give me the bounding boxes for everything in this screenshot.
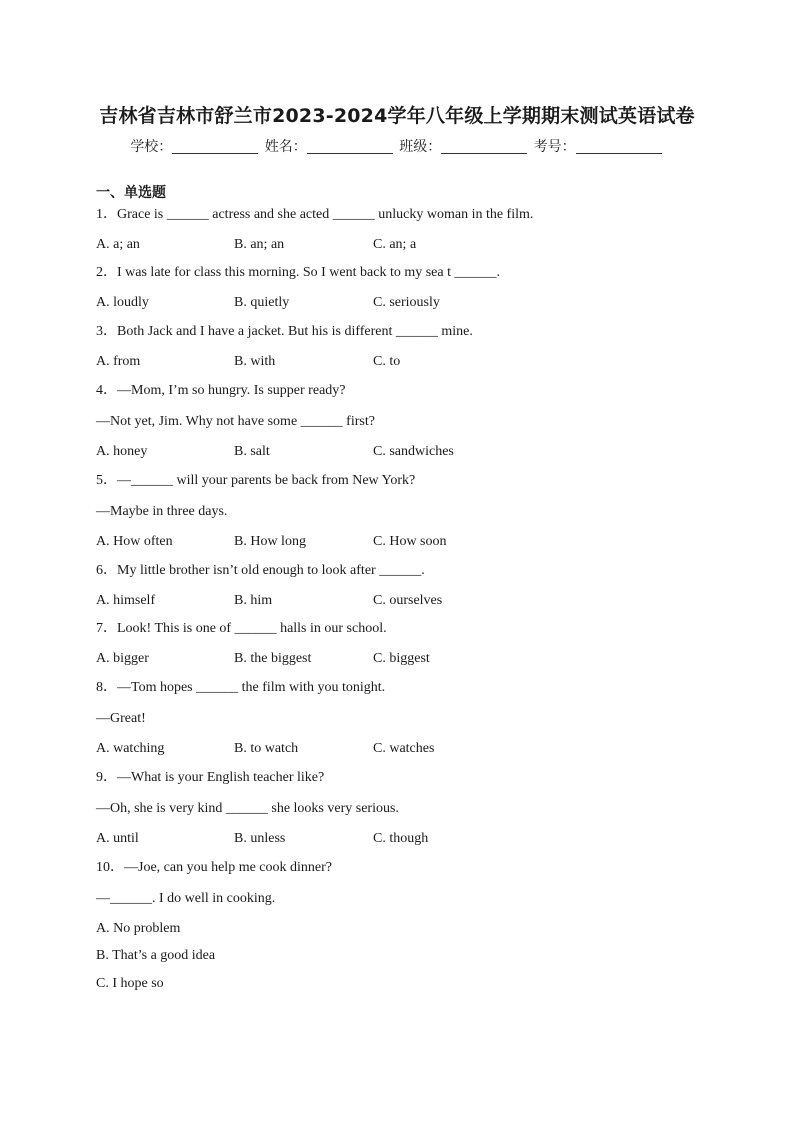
question-2: 2．I was late for class this morning. So I went back to my sea t ______. bbox=[96, 265, 500, 280]
question-5: 5．—______ will your parents be back from New York? bbox=[96, 473, 416, 488]
class-blank bbox=[441, 139, 527, 154]
question-8: 8．—Tom hopes ______ the film with you tonight. bbox=[96, 680, 386, 695]
q6-option-a: A. himself bbox=[96, 593, 156, 608]
question-10-reply: —______. I do well in cooking. bbox=[96, 891, 276, 906]
question-8-reply: —Great! bbox=[96, 711, 146, 726]
question-9: 9．—What is your English teacher like? bbox=[96, 770, 325, 785]
q5-option-b: B. How long bbox=[234, 534, 306, 549]
q1-option-a: A. a; an bbox=[96, 237, 140, 252]
number-blank bbox=[576, 139, 662, 154]
q7-option-b: B. the biggest bbox=[234, 651, 312, 666]
q10-option-c: C. I hope so bbox=[96, 976, 164, 991]
q8-option-a: A. watching bbox=[96, 741, 165, 756]
question-6: 6．My little brother isn’t old enough to look after ______. bbox=[96, 563, 425, 578]
q3-option-c: C. to bbox=[373, 354, 401, 369]
school-label: 学校： bbox=[130, 139, 173, 155]
question-7: 7．Look! This is one of ______ halls in our school. bbox=[96, 621, 387, 636]
name-blank bbox=[307, 139, 393, 154]
section-heading: 一、单选题 bbox=[96, 185, 166, 201]
q1-option-b: B. an; an bbox=[234, 237, 285, 252]
student-info-line bbox=[0, 136, 794, 156]
q8-option-c: C. watches bbox=[373, 741, 435, 756]
q9-option-a: A. until bbox=[96, 831, 139, 846]
q4-option-b: B. salt bbox=[234, 444, 270, 459]
q2-option-c: C. seriously bbox=[373, 295, 440, 310]
question-5-reply: —Maybe in three days. bbox=[96, 504, 228, 519]
question-3: 3．Both Jack and I have a jacket. But his is different ______ mine. bbox=[96, 324, 473, 339]
question-4-reply: —Not yet, Jim. Why not have some ______ first? bbox=[96, 414, 375, 429]
q3-option-a: A. from bbox=[96, 354, 141, 369]
q9-option-c: C. though bbox=[373, 831, 429, 846]
q6-option-c: C. ourselves bbox=[373, 593, 443, 608]
class-label: 班级： bbox=[399, 139, 442, 155]
q5-option-c: C. How soon bbox=[373, 534, 447, 549]
q6-option-b: B. him bbox=[234, 593, 273, 608]
q7-option-c: C. biggest bbox=[373, 651, 430, 666]
school-blank bbox=[172, 139, 258, 154]
q10-option-b: B. That’s a good idea bbox=[96, 948, 216, 963]
page-title: 吉林省吉林市舒兰市2023-2024学年八年级上学期期末测试英语试卷 bbox=[99, 105, 695, 127]
q8-option-b: B. to watch bbox=[234, 741, 299, 756]
question-10: 10．—Joe, can you help me cook dinner? bbox=[96, 860, 332, 875]
q2-option-b: B. quietly bbox=[234, 295, 290, 310]
q3-option-b: B. with bbox=[234, 354, 276, 369]
q5-option-a: A. How often bbox=[96, 534, 173, 549]
q7-option-a: A. bigger bbox=[96, 651, 149, 666]
q10-option-a: A. No problem bbox=[96, 921, 181, 936]
question-1: 1．Grace is ______ actress and she acted ______ unlucky woman in the film. bbox=[96, 207, 534, 222]
name-label: 姓名： bbox=[264, 139, 307, 155]
question-4: 4．—Mom, I’m so hungry. Is supper ready? bbox=[96, 383, 346, 398]
q2-option-a: A. loudly bbox=[96, 295, 149, 310]
number-label: 考号： bbox=[533, 139, 576, 155]
q4-option-c: C. sandwiches bbox=[373, 444, 454, 459]
question-9-reply: —Oh, she is very kind ______ she looks very serious. bbox=[96, 801, 399, 816]
q9-option-b: B. unless bbox=[234, 831, 286, 846]
q4-option-a: A. honey bbox=[96, 444, 148, 459]
q1-option-c: C. an; a bbox=[373, 237, 417, 252]
